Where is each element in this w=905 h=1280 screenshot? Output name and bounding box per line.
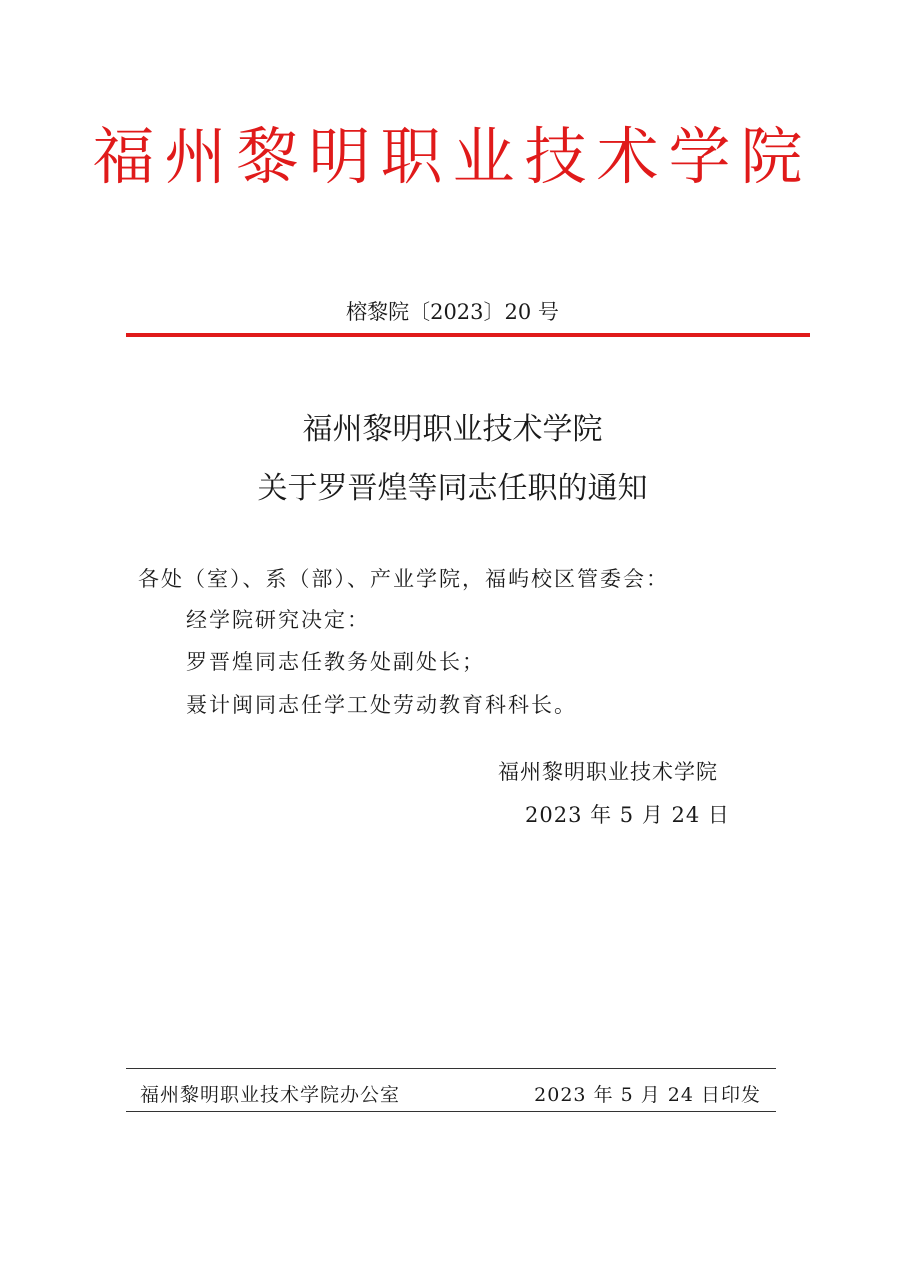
document-title-line-2: 关于罗晋煌等同志任职的通知 — [257, 471, 648, 506]
body-paragraph: 聂计闽同志任学工处劳动教育科科长。 — [186, 693, 577, 717]
header-org-name: 福州黎明职业技术学院 — [92, 120, 813, 193]
body-paragraph: 罗晋煌同志任教务处副处长； — [186, 650, 485, 674]
signature-date: 2023 年 5 月 24 日 — [525, 803, 730, 827]
footer-top-divider — [126, 1068, 776, 1069]
salutation: 各处（室）、系（部）、产业学院，福屿校区管委会： — [138, 567, 669, 591]
document-number: 榕黎院〔2023〕20 号 — [346, 300, 559, 324]
signature-org: 福州黎明职业技术学院 — [498, 760, 718, 784]
body-paragraph: 经学院研究决定： — [186, 608, 370, 632]
footer-issuer: 福州黎明职业技术学院办公室 — [140, 1084, 401, 1106]
document-title-line-1: 福州黎明职业技术学院 — [302, 412, 603, 447]
footer-bottom-divider — [126, 1111, 776, 1112]
header-red-divider — [126, 333, 810, 337]
footer-issue-date: 2023 年 5 月 24 日印发 — [534, 1084, 761, 1106]
